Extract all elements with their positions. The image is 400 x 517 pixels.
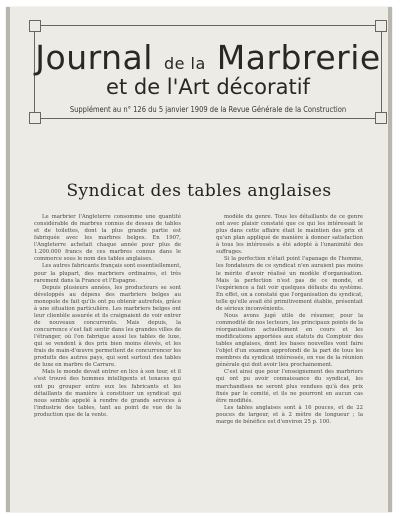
title-de-la: de la <box>163 54 206 73</box>
page <box>6 7 392 512</box>
paragraph: Les tables anglaises sont à 16 pouces, et de 22 pouces de largeur, et à 2 mètre de longueur ; la marge de bénéfice est d'environ 25 p. 100. <box>216 404 363 425</box>
article-column-left <box>34 214 181 419</box>
article-heading: Syndicat des tables anglaises <box>66 181 332 201</box>
journal-title <box>35 38 381 77</box>
paragraph: Si la perfection n'était point l'apanage de l'homme, les fondateurs de ce syndicat n'en auraient pas moins le mérite d'avoir réalisé un modèle d'organisation. Mais la perfection n'est pas de ce monde, et l'expérience a fait voir quelques défauts du système. En effet, on a constaté que l'organisation du syndicat, telle qu'elle avait été primitivement établie, présentait de sérieux inconvénients. <box>216 256 363 312</box>
journal-subtitle: et de l'Art décoratif <box>106 75 310 99</box>
title-journal: Journal <box>35 38 153 77</box>
paragraph: modèle du genre. Tous les détaillants de ce genre ont avec plaisir constaté que ce qui les intéressait le plus dans cette affaire était le maintien des prix et qu'un plan appliqué de manière à donner satisfaction à tous les intéressés a été adopté à l'unanimité des suffrages. <box>216 214 363 256</box>
paragraph: Le marbrier l'Angleterre consomme une quantité considérable de marbres connus de dessus de tables et de toilettes, dont la plus grande partie est fabriquée avec les marbres belges. En 1907, l'Angleterre achetait chaque année pour plus de 1.200.000 francs de ces marbres connus dans le commerce sous le nom des tables anglaises. <box>34 214 181 263</box>
paragraph: Nous avons jugé utile de résumer, pour la commodité de nos lecteurs, les principaux points de la réorganisation actuellement en cours et les modifications apportées aux statuts du Comptoir des tables anglaises, dont les bases nouvelles vont faire l'objet d'un examen approfondi de la part de tous les membres du syndicat intéressés, en vue de la réunion générale qui doit avoir lieu prochainement. <box>216 312 363 369</box>
title-marbrerie: Marbrerie <box>216 38 381 77</box>
paragraph: C'est ainsi que pour l'enseignement des marbriers qui ont pu avoir connaissance du syndicat, les marchandises ne seront plus vendues qu'à des prix fixés par le comité, et ils ne pourront en aucun cas être modifiés. <box>216 369 363 404</box>
frame-corner <box>375 20 387 32</box>
paragraph: Les autres fabricants français sont essentiellement, pour la plupart, des marbriers ordinaires, et très rarement dans la France et l'Espagne. <box>34 263 182 284</box>
page-edge-left <box>6 7 10 512</box>
article-column-right <box>216 214 363 426</box>
masthead-frame <box>34 25 382 119</box>
paragraph: Mais le monde devait entrer en lice à son tour, et il s'est trouvé des hommes intelligents et tenaces qui ont pu grouper entre eux les fabricants et les détaillants de manière à constituer un syndicat qui nous semble appelé à rendre de grands services à l'industrie des tables, tant au point de vue de la production que de la vente. <box>34 369 181 418</box>
paragraph: Depuis plusieurs années, les producteurs se sont développés au dépens des marbriers belges au monopole de fait qu'ils ont pu obtenir autrefois, grâce à une situation particulière. Les marbriers belges ont leur clientèle assurée et ils craignaient de voir entrer de nouveaux concurrents. Mais depuis, la concurrence s'est fait sentir dans les grandes villes de l'étranger, où l'on fabrique aussi les tables de luxe, qui se vendent à des prix bien moins élevés, et les frais de main-d'œuvre permettent de concurrencer les produits des autres pays, qui sont surtout des tables de luxe en marbre de Carrare. <box>34 284 181 369</box>
frame-corner <box>29 20 41 32</box>
supplement-line: Supplément au n° 126 du 5 janvier 1909 de la Revue Générale de la Construction <box>69 105 347 114</box>
page-edge-right <box>388 7 392 512</box>
